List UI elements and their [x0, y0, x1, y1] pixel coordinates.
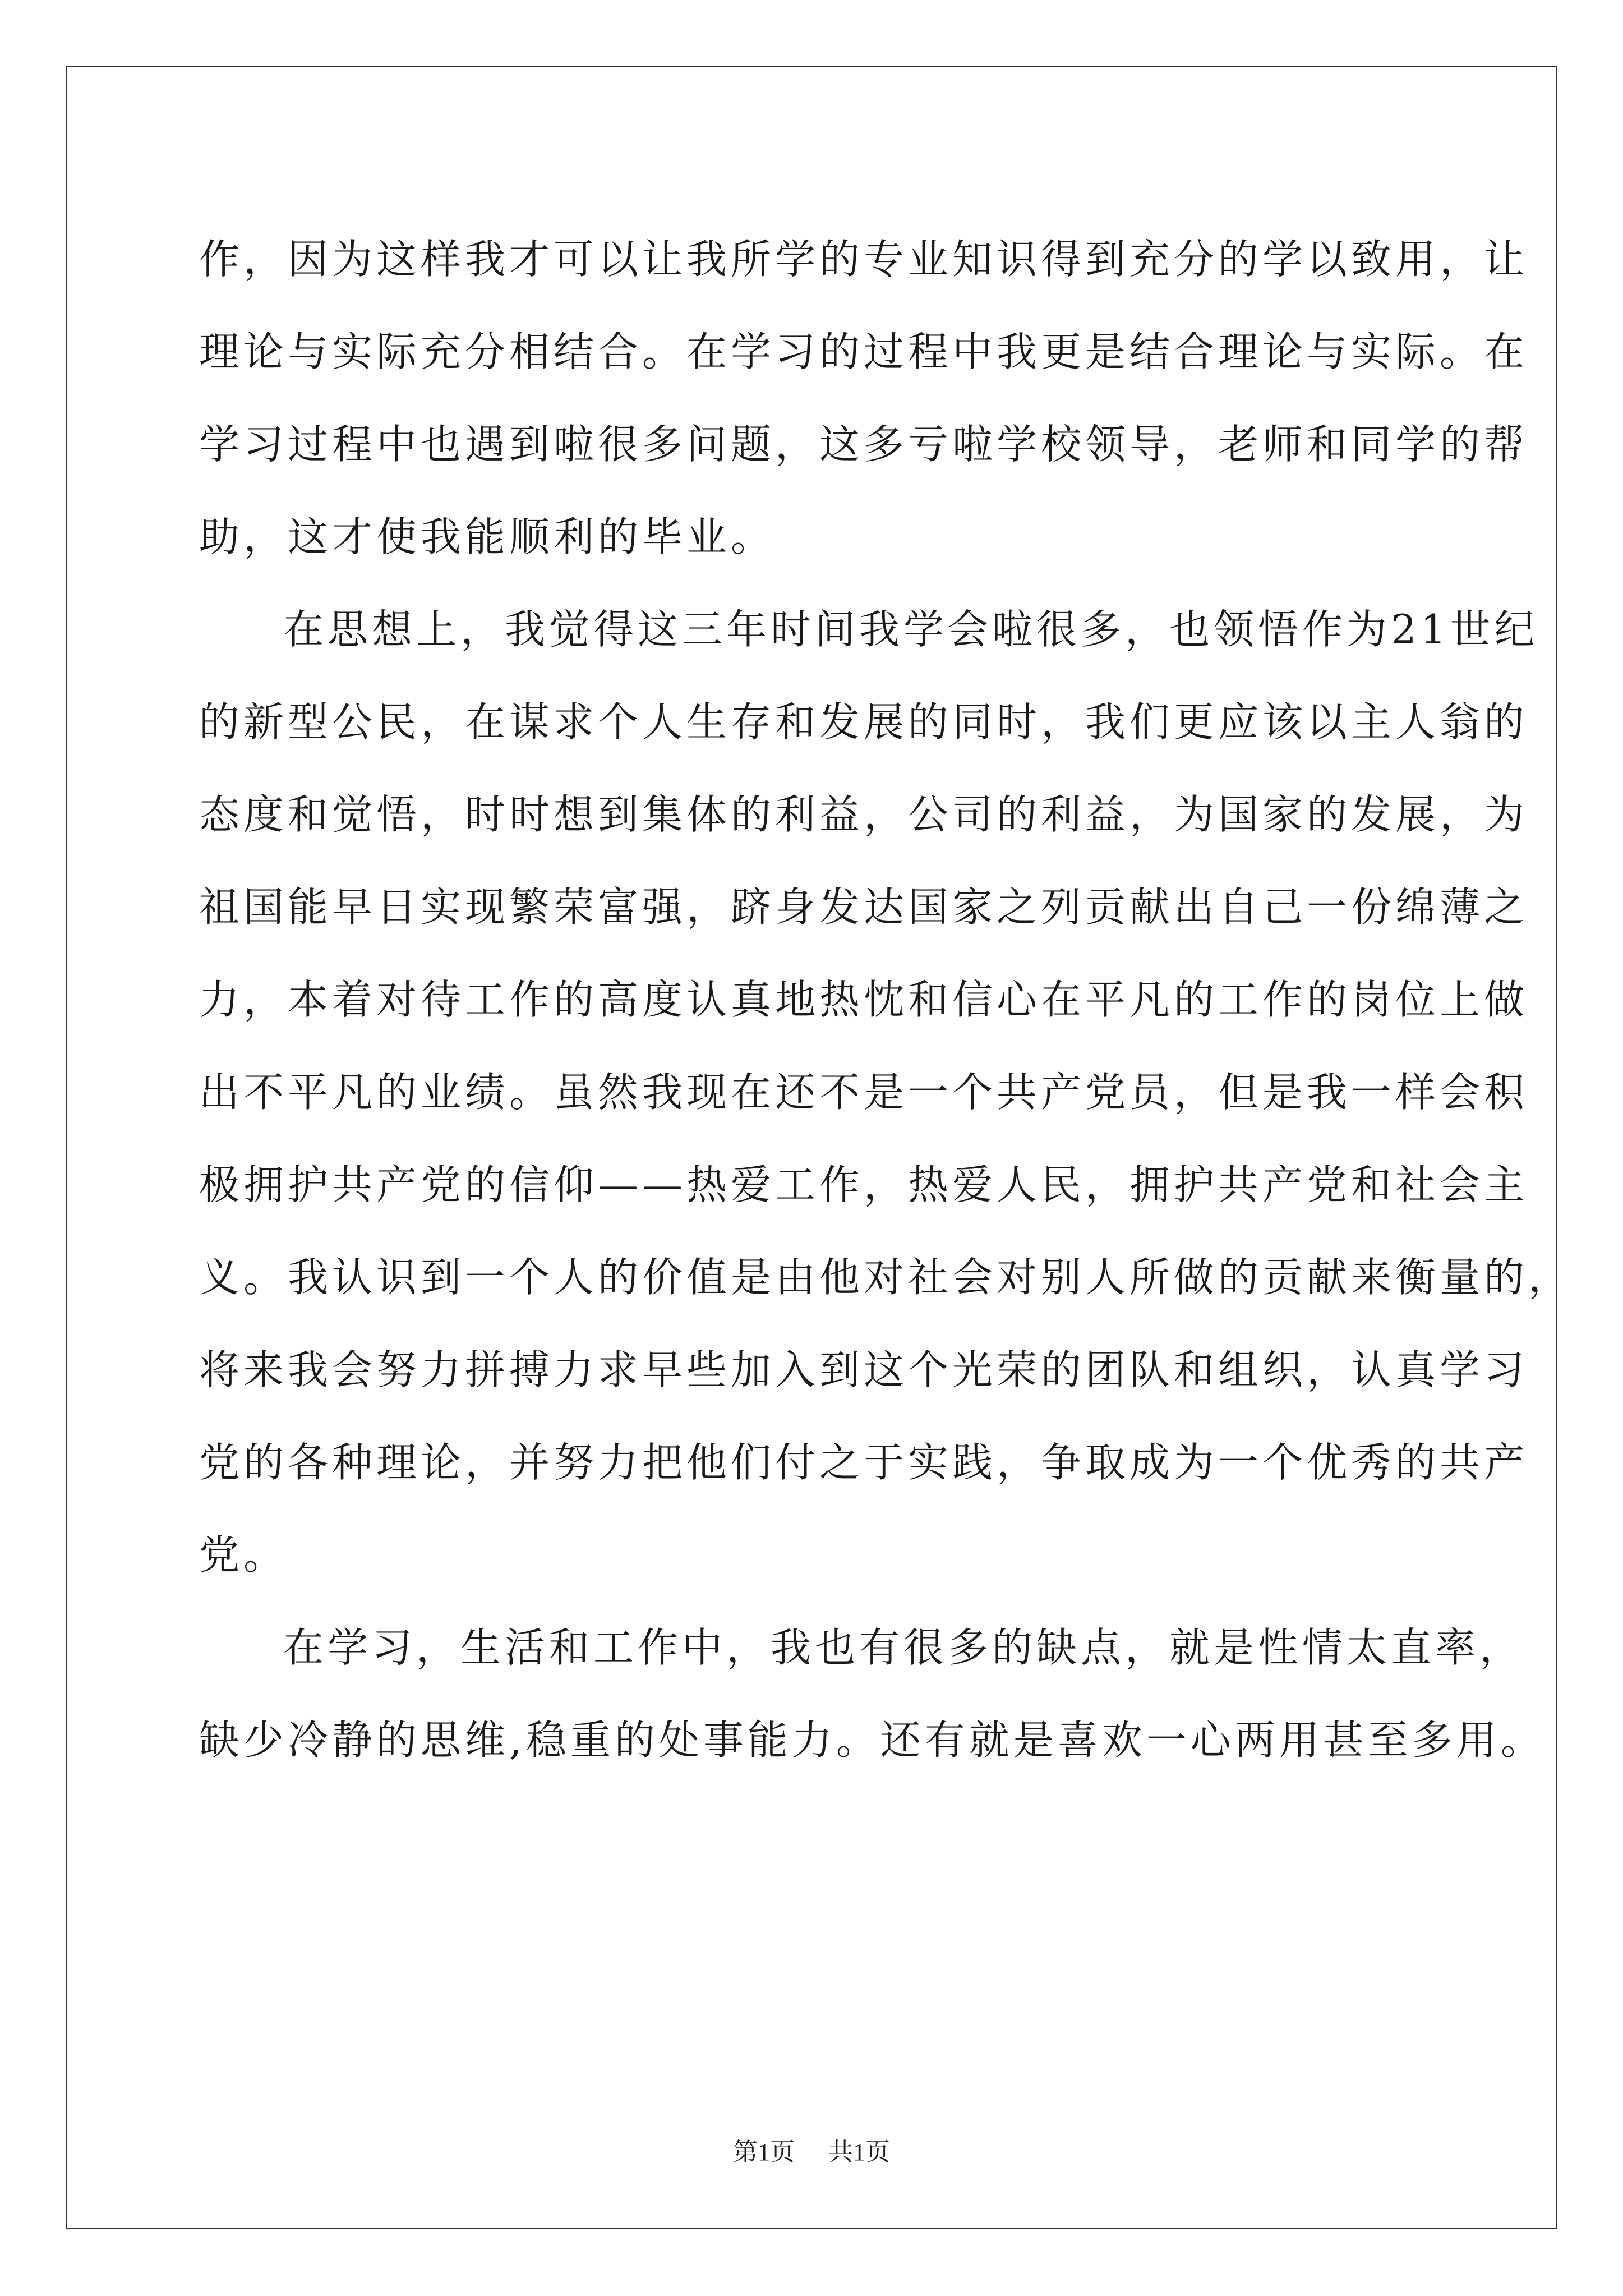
- page-footer: [0, 2132, 1623, 2168]
- text-line: 理论与实际充分相结合。在学习的过程中我更是结合理论与实际。在: [199, 328, 1529, 375]
- text-line: 缺少冷静的思维,稳重的处事能力。还有就是喜欢一心两用甚至多用。: [199, 1717, 1545, 1764]
- text-line: 党的各种理论，并努力把他们付之于实践，争取成为一个优秀的共产: [199, 1439, 1529, 1486]
- text-line: 出不平凡的业绩。虽然我现在还不是一个共产党员，但是我一样会积: [199, 1069, 1529, 1116]
- text-line: 助，这才使我能顺利的毕业。: [199, 513, 776, 560]
- text-line: 学习过程中也遇到啦很多问题，这多亏啦学校领导，老师和同学的帮: [199, 421, 1529, 468]
- text-line: 义。我认识到一个人的价值是由他对社会对别人所做的贡献来衡量的，: [199, 1254, 1573, 1301]
- text-line: 作，因为这样我才可以让我所学的专业知识得到充分的学以致用，让: [199, 236, 1529, 283]
- document-body: [199, 213, 1573, 1787]
- text-line: 将来我会努力拼搏力求早些加入到这个光荣的团队和组织，认真学习: [199, 1346, 1529, 1393]
- page-number: 第1页: [733, 2138, 795, 2166]
- text-line: 祖国能早日实现繁荣富强，跻身发达国家之列贡献出自己一份绵薄之: [199, 884, 1529, 931]
- text-line: 力，本着对待工作的高度认真地热忱和信心在平凡的工作的岗位上做: [199, 976, 1529, 1023]
- text-line: 态度和觉悟，时时想到集体的利益，公司的利益，为国家的发展，为: [199, 791, 1529, 838]
- paragraph-start-line: 在思想上，我觉得这三年时间我学会啦很多，也领悟作为21世纪: [283, 606, 1539, 653]
- text-line: 极拥护共产党的信仰——热爱工作，热爱人民，拥护共产党和社会主: [199, 1161, 1529, 1208]
- text-line: 的新型公民，在谋求个人生存和发展的同时，我们更应该以主人翁的: [199, 698, 1529, 746]
- paragraph-start-line: 在学习，生活和工作中，我也有很多的缺点，就是性情太直率，: [283, 1624, 1524, 1671]
- page-total: 共1页: [828, 2138, 890, 2166]
- text-line: 党。: [199, 1531, 288, 1579]
